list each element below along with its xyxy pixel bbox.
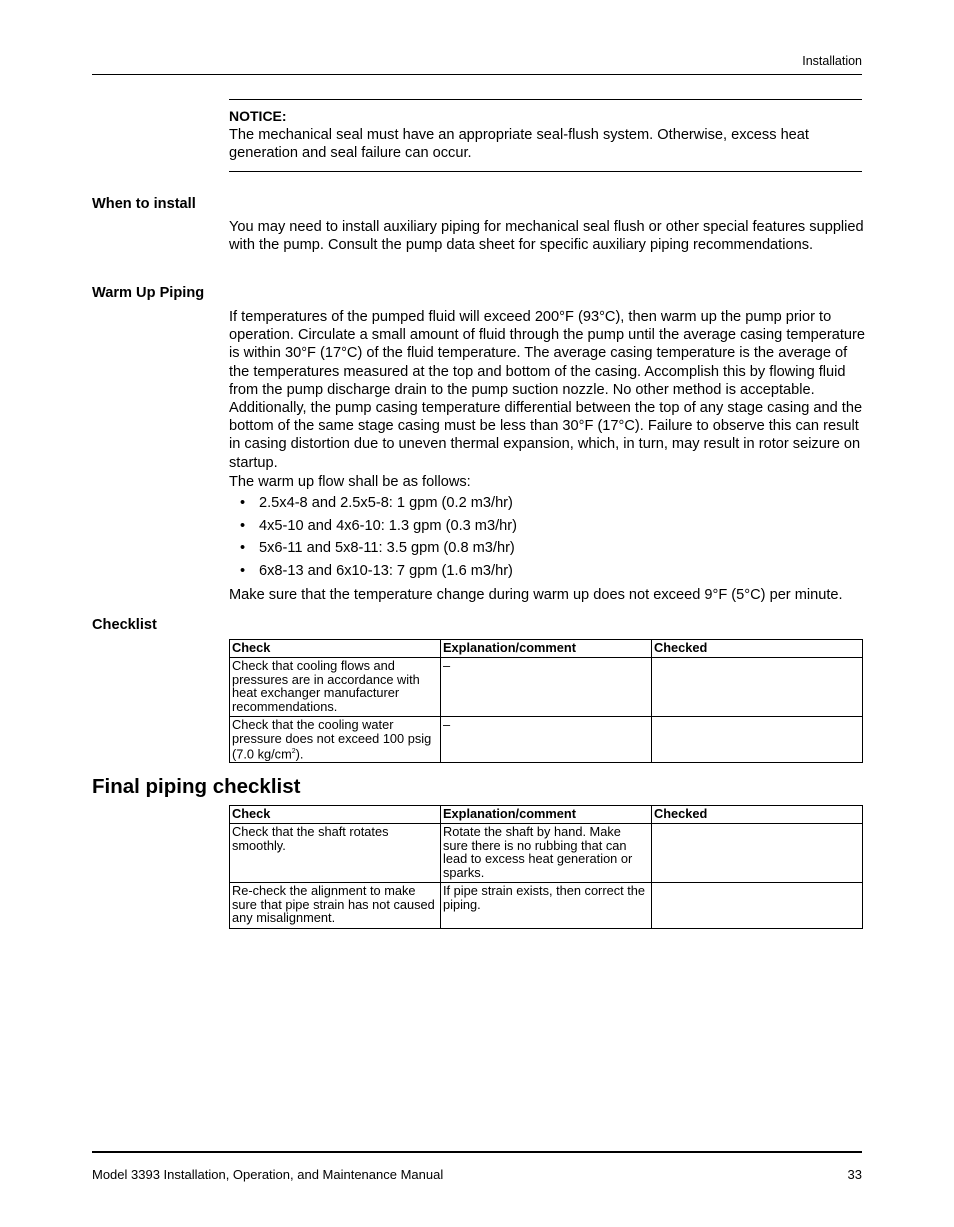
column-header-checked: Checked (652, 806, 863, 824)
final-piping-table (229, 805, 863, 929)
table-row (230, 658, 863, 717)
column-header-check: Check (230, 640, 441, 658)
notice-top-rule (229, 99, 862, 100)
cell-checked (652, 717, 863, 763)
footer-title: Model 3393 Installation, Operation, and Maintenance Manual (92, 1167, 444, 1182)
table-row (230, 824, 863, 883)
cell-check-suffix: ). (295, 746, 304, 762)
list-item: • 4x5-10 and 4x6-10: 1.3 gpm (0.3 m3/hr) (229, 516, 517, 539)
superscript: 2 (291, 748, 296, 756)
warm-up-paragraph: If temperatures of the pumped fluid will exceed 200°F (93°C), then warm up the pump prior to operation. Circulate a small amount of fluid through the pump until the average casing temperature is within 30°F (17°C) of the fluid temperature. The average casing temperature is the average of the temperatures measured at the top and bottom of the casing. Accomplish this by flowing fluid from the pump discharge drain to the pump suction nozzle. No other method is acceptable. Additionally, the pump casing temperature differential between the top of any stage casing and the bottom of the same stage casing must be less than 30°F (17°C). Failure to observe this can result in casing distortion due to uneven thermal expansion, which, in turn, may result in rotor seizure on startup. (229, 309, 866, 471)
cell-checked (652, 658, 863, 717)
checklist-heading: Checklist (92, 617, 157, 633)
when-to-install-text: You may need to install auxiliary piping for mechanical seal flush or other special features supplied with the pump. Consult the pump data sheet for specific auxiliary piping recommendations. (229, 219, 864, 254)
footer-rule (92, 1151, 862, 1153)
cell-comment: If pipe strain exists, then correct the piping. (441, 883, 652, 929)
cell-comment: – (441, 658, 652, 717)
cell-check: Re-check the alignment to make sure that pipe strain has not caused any misalignment. (230, 883, 441, 929)
list-item: • 2.5x4-8 and 2.5x5-8: 1 gpm (0.2 m3/hr) (229, 493, 517, 516)
column-header-explanation: Explanation/comment (441, 640, 652, 658)
notice-bottom-rule (229, 171, 862, 172)
notice-text: The mechanical seal must have an appropriate seal-flush system. Otherwise, excess heat generation and seal failure can occur. (229, 127, 809, 162)
list-item: • 6x8-13 and 6x10-13: 7 gpm (1.6 m3/hr) (229, 561, 517, 584)
column-header-check: Check (230, 806, 441, 824)
list-item: • 5x6-11 and 5x8-11: 3.5 gpm (0.8 m3/hr) (229, 538, 517, 561)
header-rule (92, 74, 862, 75)
cell-checked (652, 883, 863, 929)
final-piping-heading: Final piping checklist (92, 775, 301, 798)
warm-up-flow-list (229, 493, 517, 583)
column-header-checked: Checked (652, 640, 863, 658)
warm-up-heading: Warm Up Piping (92, 285, 205, 301)
cell-checked (652, 824, 863, 883)
table-header-row (230, 806, 863, 824)
checklist-table (229, 639, 863, 763)
cell-check: Check that the shaft rotates smoothly. (230, 824, 441, 883)
when-to-install-heading: When to install (92, 196, 196, 212)
cell-check (230, 717, 441, 763)
table-row (230, 883, 863, 929)
page-number: 33 (847, 1167, 862, 1182)
cell-check: Check that cooling flows and pressures are in accordance with heat exchanger manufacturer recommendations. (230, 658, 441, 717)
notice-label: NOTICE: (229, 108, 287, 124)
cell-comment: – (441, 717, 652, 763)
warm-up-intro: The warm up flow shall be as follows: (229, 474, 471, 490)
warm-up-closing: Make sure that the temperature change during warm up does not exceed 9°F (5°C) per minute. (229, 587, 843, 603)
table-header-row (230, 640, 863, 658)
column-header-explanation: Explanation/comment (441, 806, 652, 824)
table-row (230, 717, 863, 763)
cell-check-text: Check that the cooling water pressure does not exceed 100 psig (7.0 kg/cm (232, 717, 432, 762)
running-header: Installation (802, 54, 862, 68)
cell-comment: Rotate the shaft by hand. Make sure there is no rubbing that can lead to excess heat generation or sparks. (441, 824, 652, 883)
